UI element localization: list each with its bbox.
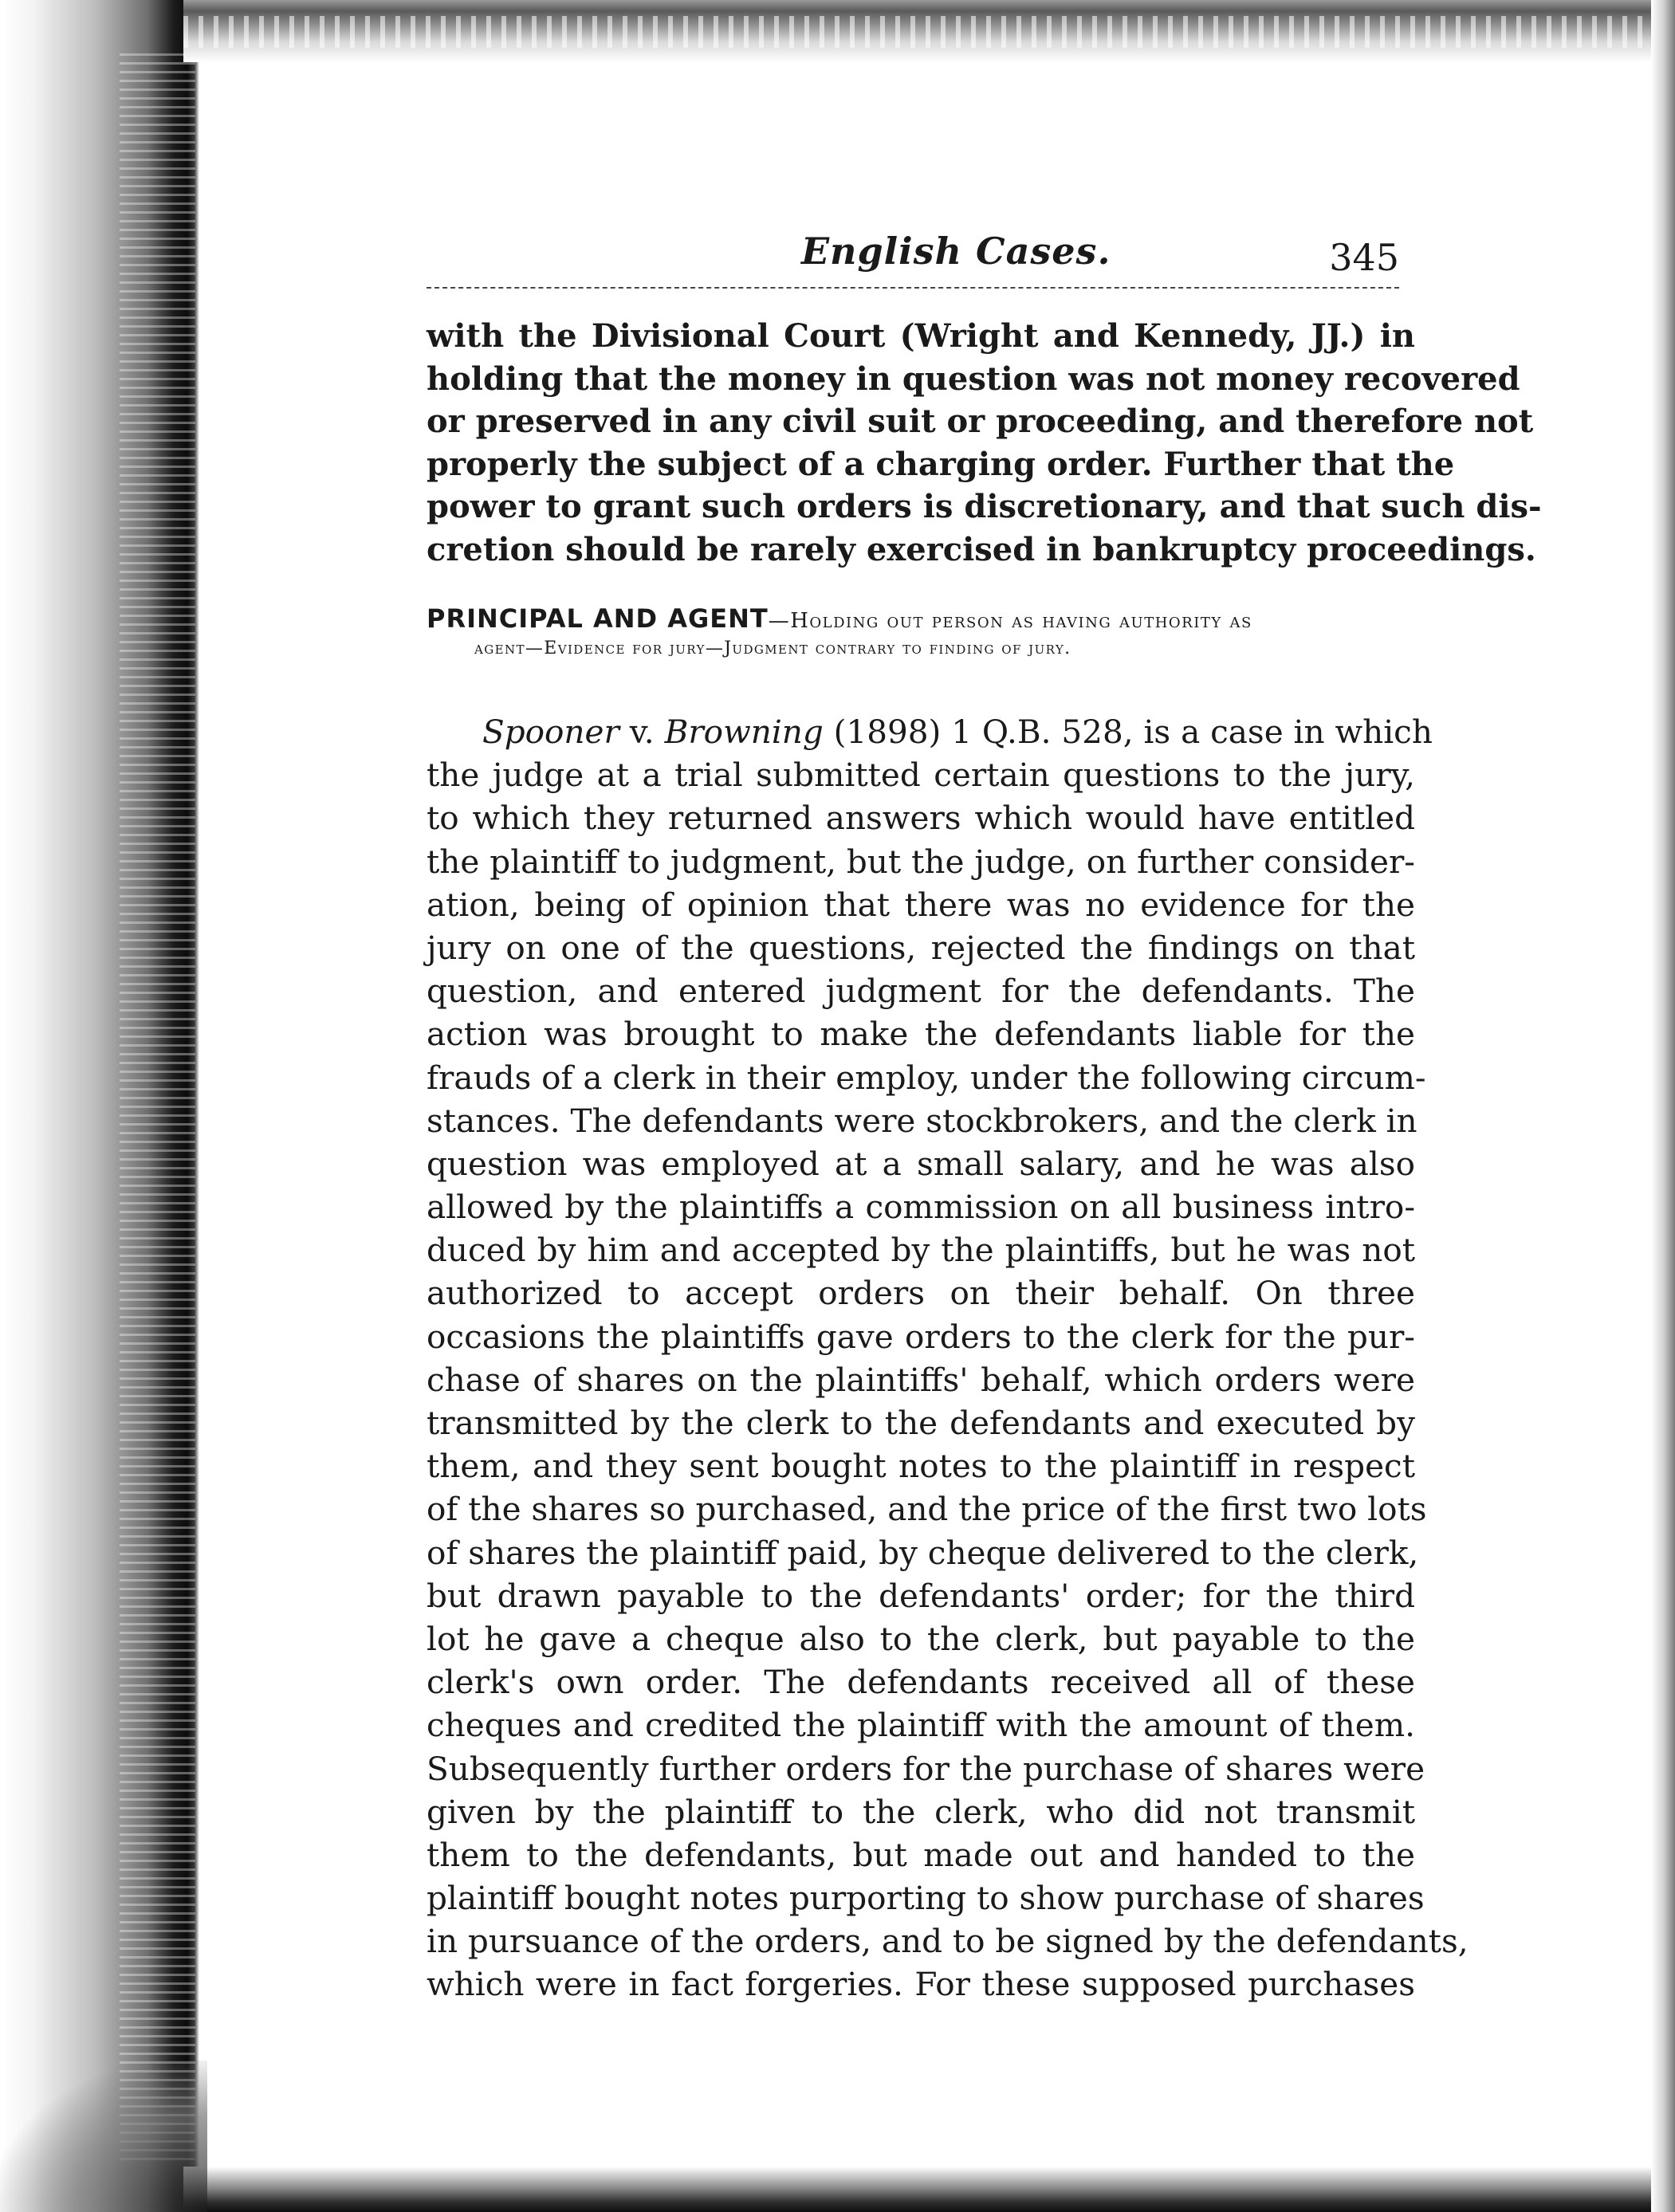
text-line: question was employed at a small salary, and he was also	[427, 1144, 1415, 1183]
text-line: power to grant such orders is discretionary, and that such dis-	[427, 488, 1542, 526]
text-line: the plaintiff to judgment, but the judge, on further consider-	[427, 842, 1415, 881]
text-line: jury on one of the questions, rejected the findings on that	[427, 928, 1415, 967]
text-line: stances. The defendants were stockbrokers, and the clerk in	[427, 1101, 1417, 1140]
text-line: which were in fact forgeries. For these supposed purchases	[427, 1965, 1415, 2004]
continuation-paragraph	[427, 315, 1542, 572]
running-head-rule	[427, 287, 1399, 289]
text-line: action was brought to make the defendants liable for the	[427, 1015, 1415, 1054]
section-heading-line-2: agent—Evidence for jury—Judgment contrary to finding of jury.	[474, 638, 1071, 658]
text-line: plaintiff bought notes purporting to show purchase of shares	[427, 1879, 1425, 1918]
case-versus: v.	[619, 713, 665, 751]
text-line: Subsequently further orders for the purchase of shares were	[427, 1749, 1425, 1788]
text-line: properly the subject of a charging order. Further that the	[427, 445, 1455, 483]
page-number: 345	[1329, 236, 1399, 279]
case-name-defendant: Browning	[664, 713, 824, 751]
text-line: chase of shares on the plaintiffs' behalf, which orders were	[427, 1360, 1415, 1399]
text-line: occasions the plaintiffs gave orders to the clerk for the pur-	[427, 1317, 1415, 1356]
case-paragraph	[427, 710, 1469, 2006]
section-heading-lead: PRINCIPAL AND AGENT	[427, 603, 769, 634]
text-line: allowed by the plaintiffs a commission on all business intro-	[427, 1188, 1415, 1227]
text-line: ation, being of opinion that there was no evidence for the	[427, 885, 1415, 924]
text-line: lot he gave a cheque also to the clerk, but payable to the	[427, 1619, 1415, 1658]
text-line: frauds of a clerk in their employ, under the following circum-	[427, 1058, 1426, 1097]
text-line: the judge at a trial submitted certain questions to the jury,	[427, 756, 1415, 795]
section-heading	[427, 603, 1415, 658]
text-line: with the Divisional Court (Wright and Kennedy, JJ.) in	[427, 317, 1415, 355]
text-line: duced by him and accepted by the plaintiffs, but he was not	[427, 1231, 1415, 1270]
text-line: cretion should be rarely exercised in bankruptcy proceedings.	[427, 530, 1536, 568]
text-line: or preserved in any civil suit or proceeding, and therefore not	[427, 403, 1534, 441]
text-line: of shares the plaintiff paid, by cheque delivered to the clerk,	[427, 1533, 1419, 1572]
text-line: authorized to accept orders on their behalf. On three	[427, 1274, 1415, 1313]
text-line: in pursuance of the orders, and to be signed by the defendants,	[427, 1922, 1469, 1961]
text-line: but drawn payable to the defendants' order; for the third	[427, 1576, 1415, 1615]
text-line: cheques and credited the plaintiff with the amount of them.	[427, 1706, 1415, 1745]
text-line: question, and entered judgment for the defendants. The	[427, 972, 1415, 1011]
text-line: holding that the money in question was not money recovered	[427, 359, 1520, 398]
running-head-title: English Cases.	[801, 230, 1111, 273]
text-line: to which they returned answers which would have entitled	[427, 799, 1415, 838]
case-name-plaintiff: Spooner	[482, 713, 619, 751]
running-head	[427, 230, 1399, 285]
text-line: clerk's own order. The defendants received all of these	[427, 1663, 1415, 1702]
case-citation-line	[427, 710, 1433, 753]
text-line: them to the defendants, but made out and handed to the	[427, 1835, 1415, 1874]
section-heading-line-1	[427, 603, 1415, 634]
text-line: transmitted by the clerk to the defendants and executed by	[427, 1404, 1415, 1442]
case-citation: (1898) 1 Q.B. 528, is a case in which	[823, 713, 1433, 751]
text-line: given by the plaintiff to the clerk, who did not transmit	[427, 1792, 1415, 1831]
text-line: them, and they sent bought notes to the plaintiff in respect	[427, 1447, 1415, 1486]
text-line: of the shares so purchased, and the price of the first two lots	[427, 1490, 1427, 1529]
section-heading-subtitle: —Holding out person as having authority as	[768, 609, 1252, 633]
